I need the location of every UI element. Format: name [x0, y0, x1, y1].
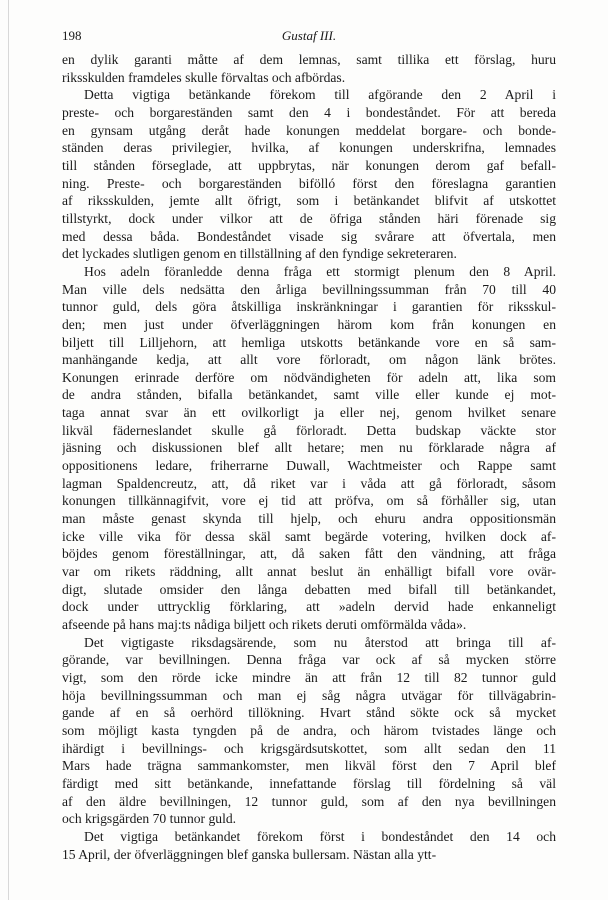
text-line: görande, var bevillningen. Denna fråga var ock af så mycken större — [62, 652, 556, 668]
text-line: ständen deras privilegier, hvilka, af konungen underskrifna, lemnades — [62, 140, 556, 156]
text-line: till stånden förseglade, att uppbrytas, när konungen derom gaf befall- — [62, 157, 556, 173]
text-line: Hos adeln föranledde denna fråga ett stormigt plenum den 8 April. — [84, 263, 556, 279]
text-line: och krigsgärden 70 tunnor guld. — [62, 811, 237, 827]
text-line: var om rikets räddning, allt annat beslut än enhälligt bifall vore ovär- — [62, 564, 556, 580]
text-line: jäsning och diskussionen blef allt hetare; men nu förklarade några af — [62, 440, 556, 456]
running-title: Gustaf III. — [281, 28, 337, 43]
body-text — [62, 51, 556, 863]
text-line: färdigt med sitt betänkande, innefattande förslag till fördelning så väl — [62, 775, 556, 791]
text-line: lagman Spaldencreutz, att, då riket var i våda att gå förloradt, såsom — [62, 475, 556, 491]
text-line: manhängande kedja, att allt vore förloradt, om någon länk brötes. — [62, 352, 556, 368]
text-line: ihärdigt i bevillnings- och krigsgärdsutskottet, som allt sedan den 11 — [62, 740, 556, 756]
text-line: höja bevillningssumman och man ej såg några utvägar för tillvägabrin- — [62, 687, 556, 703]
text-line: digt, slutade omsider den långa debatten med bifall till betänkandet, — [62, 581, 556, 597]
text-line: Det vigtiga betänkandet förekom först i bondeståndet den 14 och — [84, 828, 556, 844]
text-line: taga annat svar än ett ovilkorligt ja eller nej, genom hvilket senare — [62, 405, 556, 421]
text-line: en gynsam utgång deråt hade konungen meddelat borgare- och bonde- — [62, 122, 556, 138]
text-line: 15 April, der öfverläggningen blef ganska bullersam. Nästan alla ytt- — [62, 846, 437, 862]
text-line: af riksskulden, jemte allt öfrigt, som i betänkandet blifvit af utskottet — [62, 193, 556, 209]
text-line: konungen tillkännagifvit, vore ej tid att pröfva, om så förhåller sig, utan — [62, 493, 556, 509]
text-line: man måste genast skynda till hjelp, och ehuru andra oppositionsmän — [62, 511, 556, 527]
text-line: de andra stånden, bifalla betänkandet, samt ville eller kunde ej mot- — [62, 387, 556, 403]
text-line: afseende på hans maj:ts nådiga biljett och rikets deruti omförmälda våda». — [62, 617, 467, 632]
text-line: riksskulden framdeles skulle förvaltas och afbördas. — [62, 69, 346, 85]
text-line: som möjligt kasta tyngden på de andra, och härom tvistades länge och — [62, 722, 556, 738]
page-header — [62, 28, 556, 48]
text-line: Man ville dels nedsätta den årliga bevillningssumman från 70 till 40 — [62, 281, 556, 297]
text-line: icke ville vika för dessa skäl samt begärde votering, hvilken dock af- — [62, 528, 556, 544]
text-line: af den äldre bevillningen, 12 tunnor guld, som af den nya bevillningen — [62, 793, 556, 809]
text-line: Konungen erinrade derföre om nödvändigheten för adeln att, lika som — [62, 369, 556, 385]
text-line: tillstyrkt, dock under vilkor att de öfriga stånden häri förenade sig — [62, 210, 556, 226]
text-line: Mars hade trägna sammankomster, men likväl först den 7 April blef — [62, 758, 556, 774]
text-line: ning. Preste- och borgareständen bifölló först den föreslagna garantien — [62, 175, 556, 191]
text-line: en dylik garanti måtte af dem lemnas, samt tillika ett förslag, huru — [62, 52, 556, 67]
text-line: den; men just under öfverläggningen härom kom från konungen en — [62, 316, 556, 332]
text-line: tunnor guld, dels göra åtskilliga inskränkningar i garantien för riksskul- — [62, 299, 556, 315]
text-line: likväl fäderneslandet skulle gå förloradt. Detta budskap väckte stor — [62, 422, 556, 438]
text-line: dock under uttrycklig förklaring, att »adeln dervid hade enkanneligt — [62, 599, 556, 615]
page-number: 198 — [62, 28, 82, 43]
page-edge-shadow — [8, 0, 9, 900]
text-line: vigt, som den rörde icke mindre än att från 12 till 82 tunnor guld — [62, 669, 556, 685]
text-line: Detta vigtiga betänkande förekom till afgörande den 2 April i — [84, 87, 556, 103]
text-line: med dessa båda. Bondeståndet visade sig svårare att öfvertala, men — [62, 228, 556, 244]
text-line: Det vigtigaste riksdagsärende, som nu återstod att bringa till af- — [84, 634, 556, 650]
text-line: gande af en så oerhörd tillökning. Hvart stånd sökte ock så mycket — [62, 705, 556, 721]
text-line: oppositionens ledare, friherrarne Duwall, Wachtmeister och Rappe samt — [62, 458, 556, 474]
text-line: biljett till Lilljehorn, att hemliga utskotts betänkande vore en så sam- — [62, 334, 556, 350]
text-line: preste- och borgareständen samt den 4 i bondeståndet. För att bereda — [62, 104, 556, 120]
text-line: det lyckades slutligen genom en tillställning af den fyndige sekreteraren. — [62, 246, 457, 262]
text-line: böjdes genom föreställningar, att, då saken fått den vändning, att fråga — [62, 546, 556, 562]
